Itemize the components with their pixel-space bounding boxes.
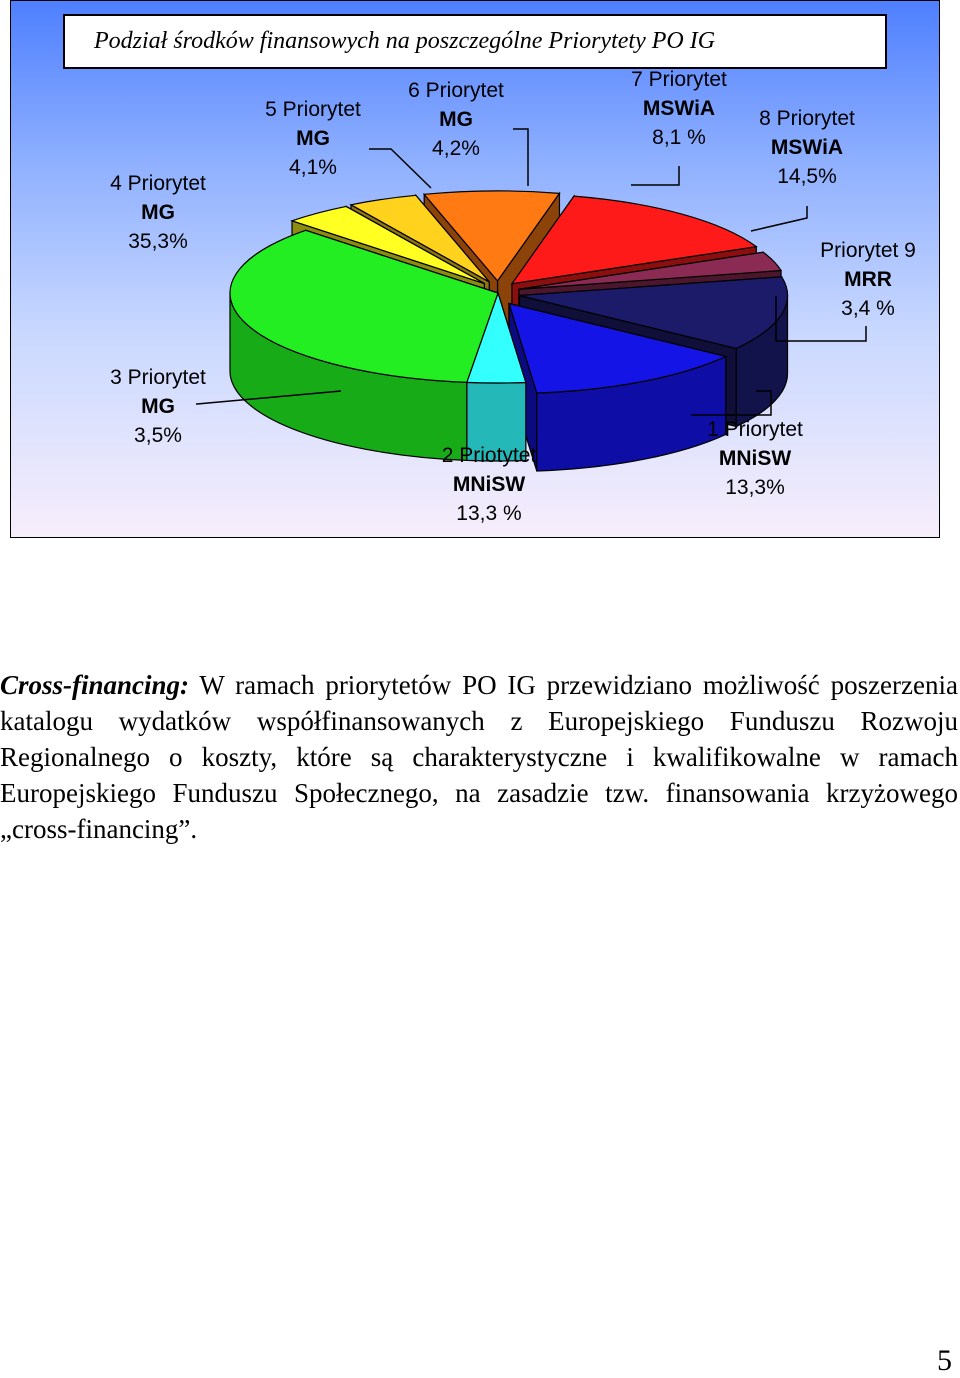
- leader-line-7: [631, 166, 679, 185]
- slice-label-institution: MSWiA: [770, 136, 844, 159]
- slice-label-institution: MG: [439, 108, 473, 131]
- slice-label-5: [265, 95, 361, 182]
- slice-label-value: 4,1%: [289, 156, 337, 179]
- slice-label-value: 3,4 %: [841, 297, 895, 320]
- paragraph-text: W ramach priorytetów PO IG przewidziano możliwość poszerzenia katalogu wydatków współfinansowanych z Europejskiego Funduszu Rozwoju Regionalnego o koszty, które są charakterystyczne i kwalifikowalne w ramach Europejskiego Funduszu Społecznego, na zasadzie tzw. finansowania krzyżowego „cross-financing”.: [0, 670, 958, 844]
- leader-line-6: [513, 129, 528, 186]
- slice-label-institution: MG: [141, 201, 175, 224]
- slice-label-institution: MNiSW: [452, 473, 526, 496]
- slice-label-name: 6 Priorytet: [408, 79, 504, 102]
- slice-label-9: [820, 236, 916, 323]
- slice-label-value: 14,5%: [777, 165, 837, 188]
- cross-financing-term: Cross-financing:: [0, 670, 190, 700]
- slice-label-institution: MG: [141, 395, 175, 418]
- slice-label-value: 35,3%: [128, 230, 188, 253]
- slice-label-8: [759, 104, 855, 191]
- slice-label-institution: MRR: [844, 268, 892, 291]
- slice-label-institution: MG: [296, 127, 330, 150]
- slice-label-6: [408, 76, 504, 163]
- slice-label-name: 4 Priorytet: [110, 172, 206, 195]
- slice-label-2: [442, 441, 537, 528]
- leader-line-8: [751, 206, 807, 231]
- slice-label-value: 8,1 %: [652, 126, 706, 149]
- slice-label-name: 2 Priotytet: [441, 444, 537, 467]
- slice-label-value: 13,3 %: [456, 502, 522, 525]
- page-number: 5: [937, 1344, 952, 1377]
- slice-label-3: [110, 363, 206, 450]
- slice-label-name: 3 Priorytet: [110, 366, 206, 389]
- slice-label-value: 4,2%: [432, 137, 480, 160]
- cross-financing-paragraph: [0, 667, 958, 847]
- slice-label-1: [707, 415, 803, 502]
- slice-label-name: Priorytet 9: [820, 239, 916, 262]
- slice-label-name: 5 Priorytet: [265, 98, 361, 121]
- slice-label-value: 13,3%: [725, 476, 785, 499]
- chart-title: Podział środków finansowych na poszczególne Priorytety PO IG: [63, 14, 887, 69]
- slice-label-institution: MSWiA: [642, 97, 716, 120]
- slice-label-institution: MNiSW: [718, 447, 792, 470]
- slice-label-name: 1 Priorytet: [707, 418, 803, 441]
- slice-label-name: 8 Priorytet: [759, 107, 855, 130]
- slice-label-7: [631, 65, 727, 152]
- slice-label-4: [110, 169, 206, 256]
- slice-label-name: 7 Priorytet: [631, 68, 727, 91]
- chart-panel: [10, 0, 940, 538]
- slice-label-value: 3,5%: [134, 424, 182, 447]
